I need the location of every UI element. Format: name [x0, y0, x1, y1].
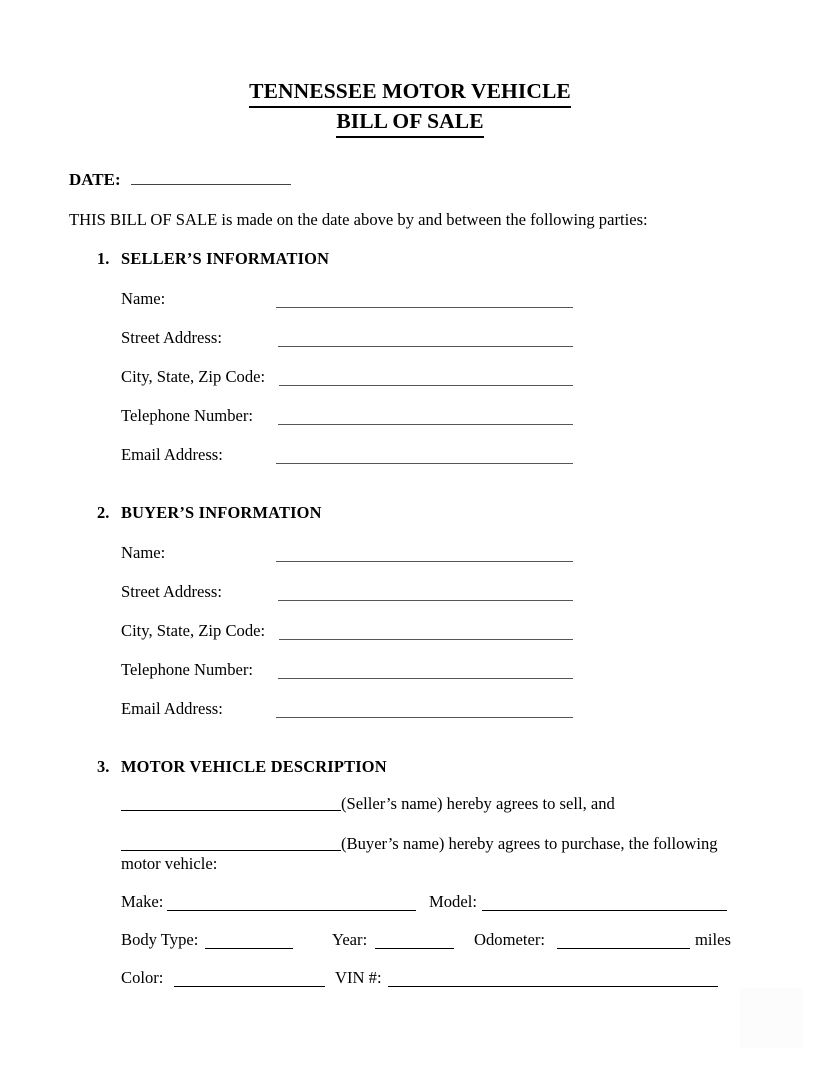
vehicle-continuation-line — [121, 853, 718, 891]
vehicle-row-bodytype-year-odometer — [121, 929, 731, 967]
section-title-3: MOTOR VEHICLE DESCRIPTION — [121, 757, 387, 776]
seller-clause-text: (Seller’s name) hereby agrees to sell, and — [341, 794, 615, 813]
field-label: Name: — [121, 289, 166, 308]
vehicle-description-body — [121, 793, 731, 1005]
odometer-unit-label: miles — [695, 930, 731, 949]
buyer-clause-line — [121, 833, 718, 853]
model-label: Model: — [429, 892, 477, 911]
vehicle-row-color-vin — [121, 967, 718, 1005]
color-input-blank[interactable] — [174, 986, 325, 987]
vin-input-blank[interactable] — [388, 986, 718, 987]
seller-clause-line — [121, 793, 718, 833]
field-input-blank[interactable] — [276, 463, 573, 464]
section-number-2: 2. — [97, 503, 110, 522]
odometer-input-blank[interactable] — [557, 948, 690, 949]
body-type-label: Body Type: — [121, 930, 199, 949]
vehicle-continuation-text: motor vehicle: — [121, 854, 218, 873]
title-line-1 — [0, 78, 820, 108]
field-input-blank[interactable] — [279, 385, 573, 386]
color-label: Color: — [121, 968, 164, 987]
field-label: City, State, Zip Code: — [121, 621, 266, 640]
field-label: Street Address: — [121, 328, 222, 347]
field-input-blank[interactable] — [279, 639, 573, 640]
field-label: Email Address: — [121, 445, 223, 464]
section-heading-seller — [97, 249, 329, 269]
page-title — [0, 78, 820, 138]
field-label: Email Address: — [121, 699, 223, 718]
section-title-2: BUYER’S INFORMATION — [121, 503, 322, 522]
field-label: Telephone Number: — [121, 406, 254, 425]
make-input-blank[interactable] — [167, 910, 416, 911]
field-input-blank[interactable] — [278, 346, 573, 347]
model-input-blank[interactable] — [482, 910, 727, 911]
date-label: DATE: — [69, 170, 121, 189]
intro-paragraph: THIS BILL OF SALE is made on the date above by and between the following parties: — [69, 210, 648, 229]
title-line-1-text: TENNESSEE MOTOR VEHICLE — [249, 78, 571, 108]
vin-label: VIN #: — [335, 968, 382, 987]
field-label: Street Address: — [121, 582, 222, 601]
field-input-blank[interactable] — [278, 678, 573, 679]
section-title-1: SELLER’S INFORMATION — [121, 249, 330, 268]
section-heading-buyer — [97, 503, 322, 523]
buyer-name-blank[interactable] — [121, 836, 341, 851]
make-label: Make: — [121, 892, 164, 911]
section-heading-vehicle — [97, 757, 387, 777]
section-number-3: 3. — [97, 757, 110, 776]
field-label: Name: — [121, 543, 166, 562]
field-input-blank[interactable] — [278, 424, 573, 425]
seller-name-blank[interactable] — [121, 796, 341, 811]
date-row — [69, 170, 291, 190]
field-input-blank[interactable] — [276, 717, 573, 718]
field-label: City, State, Zip Code: — [121, 367, 266, 386]
field-input-blank[interactable] — [276, 307, 573, 308]
corner-watermark — [740, 988, 802, 1048]
vehicle-row-make-model — [121, 891, 718, 929]
body-type-input-blank[interactable] — [205, 948, 293, 949]
year-input-blank[interactable] — [375, 948, 454, 949]
title-line-2 — [0, 108, 820, 138]
odometer-label: Odometer: — [474, 930, 545, 949]
title-line-2-text: BILL OF SALE — [336, 108, 483, 138]
date-input-blank[interactable] — [131, 171, 291, 185]
buyer-clause-text: (Buyer’s name) hereby agrees to purchase, the following — [341, 834, 718, 853]
field-input-blank[interactable] — [278, 600, 573, 601]
field-input-blank[interactable] — [276, 561, 573, 562]
field-label: Telephone Number: — [121, 660, 254, 679]
section-number-1: 1. — [97, 249, 110, 268]
year-label: Year: — [332, 930, 368, 949]
